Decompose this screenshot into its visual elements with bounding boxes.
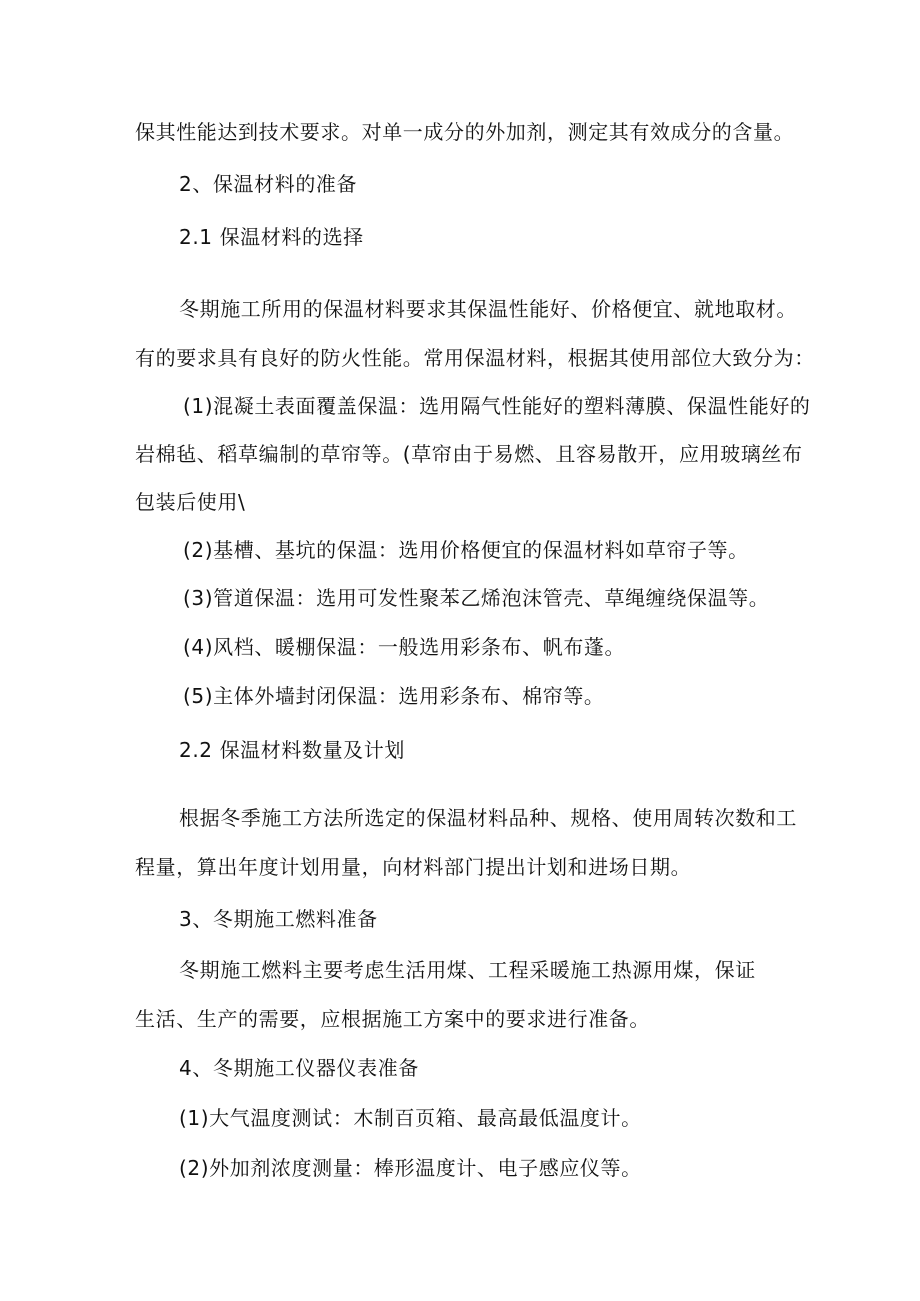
section-heading-3: 3、冬期施工燃料准备 [179, 907, 378, 931]
list-item-3: (3)管道保温：选用可发性聚苯乙烯泡沫管壳、草绳缠绕保温等。 [183, 586, 770, 610]
list-item-1-line-1: (1)混凝土表面覆盖保温：选用隔气性能好的塑料薄膜、保温性能好的 [183, 394, 811, 418]
instrument-item-2: (2)外加剂浓度测量：棒形温度计、电子感应仪等。 [179, 1156, 642, 1180]
text-line-1: 保其性能达到技术要求。对单一成分的外加剂，测定其有效成分的含量。 [135, 120, 795, 144]
text-line-17: 冬期施工燃料主要考虑生活用煤、工程采暖施工热源用煤，保证 [179, 958, 756, 982]
subsection-heading-2-2: 2.2 保温材料数量及计划 [179, 738, 405, 762]
text-line-15: 程量，算出年度计划用量，向材料部门提出计划和进场日期。 [135, 855, 692, 879]
section-heading-4: 4、冬期施工仪器仪表准备 [179, 1056, 419, 1080]
instrument-item-1: (1)大气温度测试：木制百页箱、最高最低温度计。 [179, 1106, 642, 1130]
text-line-18: 生活、生产的需要，应根据施工方案中的要求进行准备。 [135, 1007, 650, 1031]
list-item-1-line-2: 岩棉毡、稻草编制的草帘等。(草帘由于易燃、且容易散开，应用玻璃丝布 [135, 442, 803, 466]
text-line-5: 有的要求具有良好的防火性能。常用保温材料，根据其使用部位大致分为： [135, 346, 815, 370]
list-item-1-line-3: 包装后使用\ [135, 490, 246, 514]
list-item-2: (2)基槽、基坑的保温：选用价格便宜的保温材料如草帘子等。 [183, 538, 749, 562]
subsection-heading-2-1: 2.1 保温材料的选择 [179, 225, 364, 249]
list-item-5: (5)主体外墙封闭保温：选用彩条布、棉帘等。 [183, 684, 605, 708]
list-item-4: (4)风档、暖棚保温：一般选用彩条布、帆布蓬。 [183, 635, 626, 659]
text-line-4: 冬期施工所用的保温材料要求其保温性能好、价格便宜、就地取材。 [179, 297, 797, 321]
section-heading-2: 2、保温材料的准备 [179, 172, 358, 196]
text-line-14: 根据冬季施工方法所选定的保温材料品种、规格、使用周转次数和工 [179, 806, 797, 830]
